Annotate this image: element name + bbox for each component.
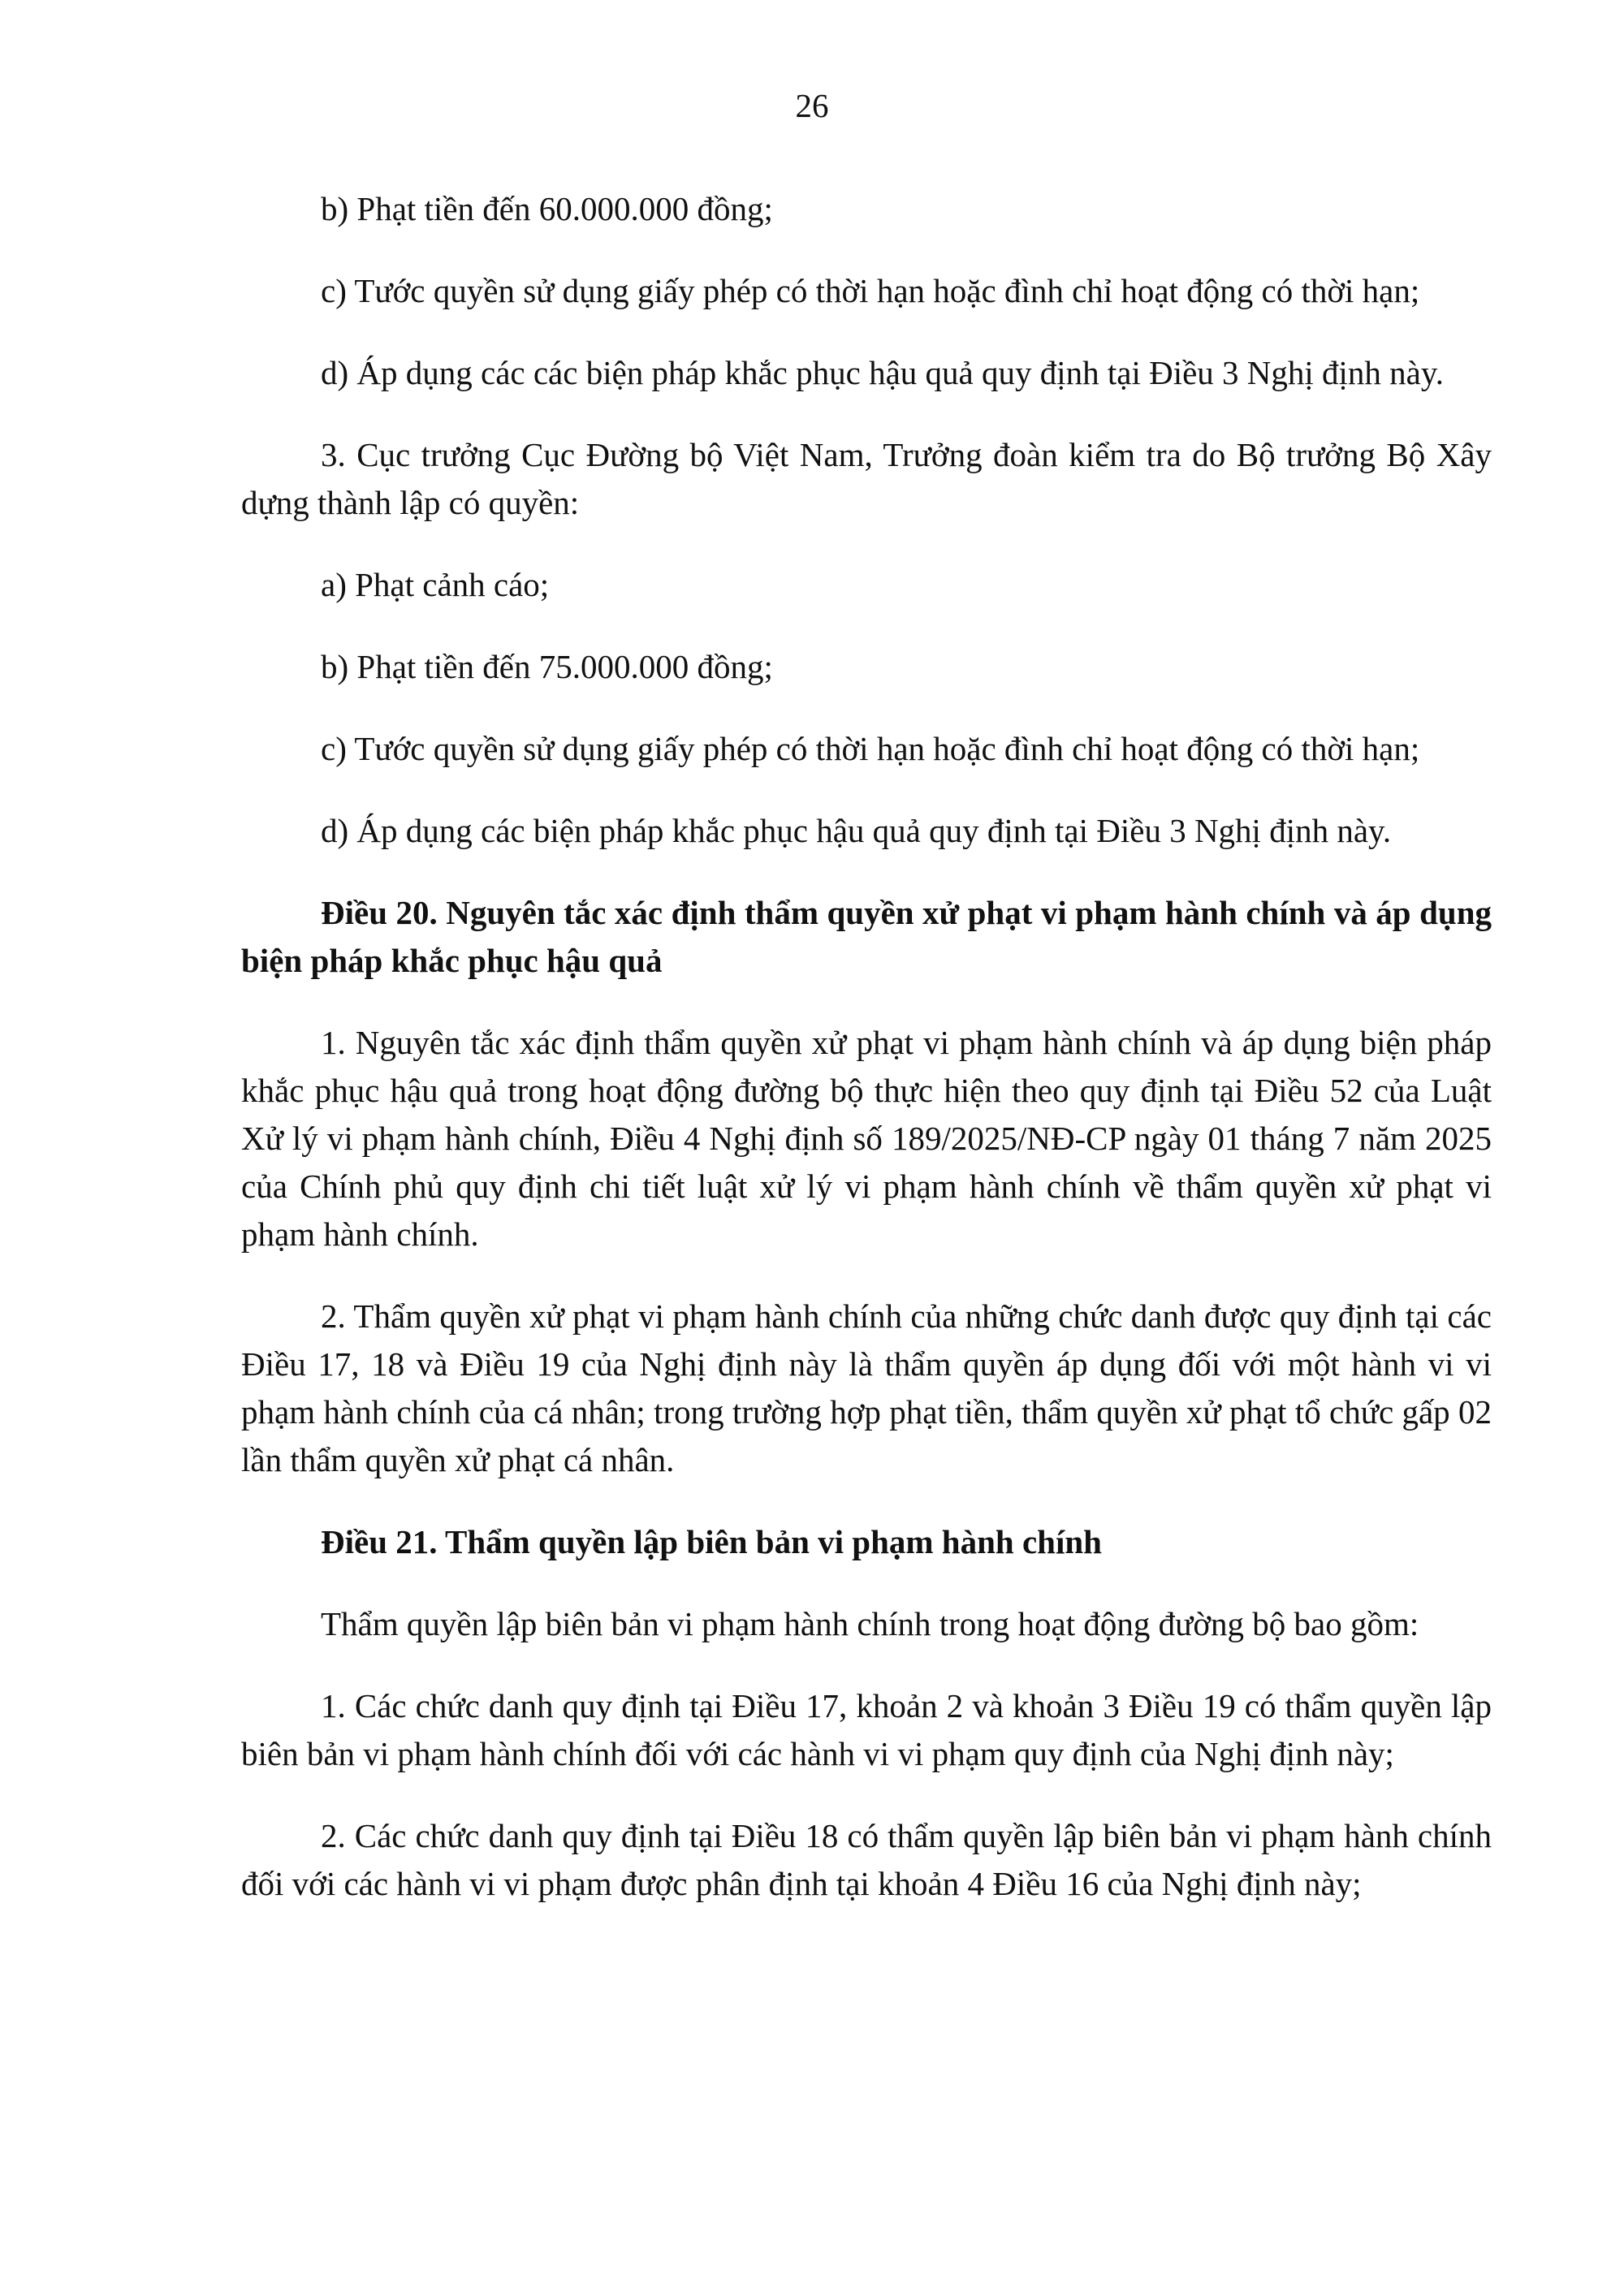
penalty-a-warning: a) Phạt cảnh cáo; bbox=[321, 566, 550, 603]
article-20-clause-1: 1. Nguyên tắc xác định thẩm quyền xử phạt vi phạm hành chính và áp dụng biện pháp khắc phục hậu quả trong hoạt động đường bộ thực hiện theo quy định tại Điều 52 của Luật Xử lý vi phạm hành chính, Điều 4 Nghị định số 189/2025/NĐ-CP ngày 01 tháng 7 năm 2025 của Chính phủ quy định chi tiết luật xử lý vi phạm hành chính về thẩm quyền xử phạt vi phạm hành chính. bbox=[241, 1024, 1492, 1253]
penalty-d-remedial-measures: d) Áp dụng các các biện pháp khắc phục hậu quả quy định tại Điều 3 Nghị định này. bbox=[321, 354, 1444, 391]
clause-3-director-authority: 3. Cục trưởng Cục Đường bộ Việt Nam, Trưởng đoàn kiểm tra do Bộ trưởng Bộ Xây dựng thành lập có quyền: bbox=[241, 436, 1492, 521]
article-20-heading: Điều 20. Nguyên tắc xác định thẩm quyền xử phạt vi phạm hành chính và áp dụng biện pháp khắc phục hậu quả bbox=[241, 894, 1492, 979]
penalty-c-license-revocation: c) Tước quyền sử dụng giấy phép có thời hạn hoặc đình chỉ hoạt động có thời hạn; bbox=[321, 272, 1420, 309]
penalty-b-fine-60m: b) Phạt tiền đến 60.000.000 đồng; bbox=[321, 190, 773, 227]
penalty-d-remedial-measures-2: d) Áp dụng các biện pháp khắc phục hậu quả quy định tại Điều 3 Nghị định này. bbox=[321, 812, 1392, 849]
article-21-clause-2: 2. Các chức danh quy định tại Điều 18 có thẩm quyền lập biên bản vi phạm hành chính đối với các hành vi vi phạm được phân định tại khoản 4 Điều 16 của Nghị định này; bbox=[241, 1817, 1492, 1902]
penalty-b-fine-75m: b) Phạt tiền đến 75.000.000 đồng; bbox=[321, 648, 773, 685]
article-20-clause-2: 2. Thẩm quyền xử phạt vi phạm hành chính của những chức danh được quy định tại các Điều 17, 18 và Điều 19 của Nghị định này là thẩm quyền áp dụng đối với một hành vi vi phạm hành chính của cá nhân; trong trường hợp phạt tiền, thẩm quyền xử phạt tổ chức gấp 02 lần thẩm quyền xử phạt cá nhân. bbox=[241, 1297, 1492, 1478]
article-21-intro: Thẩm quyền lập biên bản vi phạm hành chính trong hoạt động đường bộ bao gồm: bbox=[321, 1605, 1419, 1642]
article-21-clause-1: 1. Các chức danh quy định tại Điều 17, khoản 2 và khoản 3 Điều 19 có thẩm quyền lập biên bản vi phạm hành chính đối với các hành vi vi phạm quy định của Nghị định này; bbox=[241, 1687, 1492, 1772]
penalty-c-license-revocation-2: c) Tước quyền sử dụng giấy phép có thời hạn hoặc đình chỉ hoạt động có thời hạn; bbox=[321, 730, 1420, 767]
document-body bbox=[241, 185, 1492, 1942]
page-number: 26 bbox=[795, 87, 829, 124]
article-21-heading: Điều 21. Thẩm quyền lập biên bản vi phạm hành chính bbox=[321, 1523, 1102, 1560]
